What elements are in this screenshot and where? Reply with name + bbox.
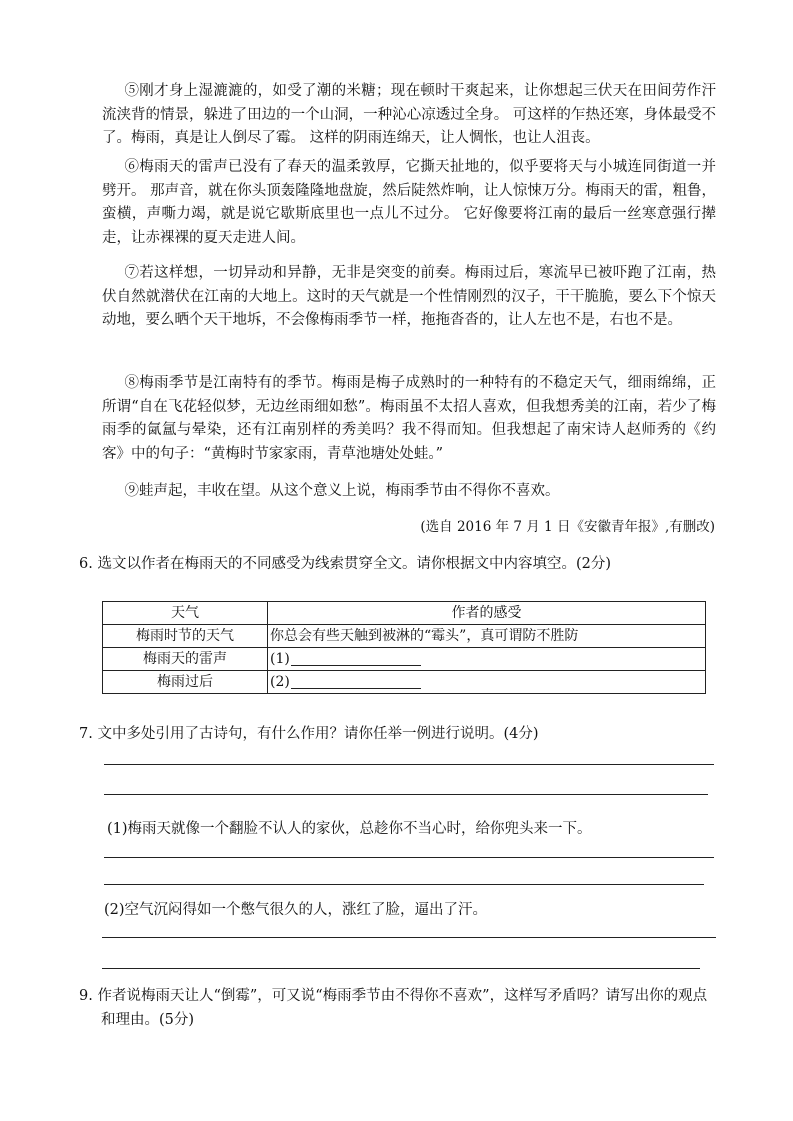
table-row [103, 671, 706, 694]
question-9: 9. 作者说梅雨天让人“倒霉”，可又说“梅雨季节由不得你不喜欢”，这样写矛盾吗？请写出你的观点和理由。(5分) [79, 988, 708, 1028]
sentence-2: (2)空气沉闷得如一个憋气很久的人，涨红了脸，逼出了汗。 [104, 902, 488, 918]
table-header-feeling: 作者的感受 [268, 602, 706, 625]
table-cell-feeling: 你总会有些天触到被淋的“霉头”，真可谓防不胜防 [268, 625, 706, 648]
answer-line[interactable] [104, 764, 714, 765]
table-cell-weather: 梅雨时节的天气 [103, 625, 268, 648]
answer-blank-1[interactable] [291, 650, 421, 666]
answer-line[interactable] [104, 884, 704, 885]
passage-paragraph-5: ⑤刚才身上湿漉漉的，如受了潮的米糖；现在顿时干爽起来，让你想起三伏天在田间劳作汗流浃背的情景，躲进了田边的一个山洞，一种沁心凉透过全身。 可这样的乍热还寒，身体最受不了。梅雨，真是让人倒尽了霉。 这样的阴雨连绵天，让人惆怅，也让人沮丧。 [102, 83, 716, 147]
table-row [103, 648, 706, 671]
table-row [103, 625, 706, 648]
answer-blank-2[interactable] [291, 673, 421, 689]
blank-label: (2) [270, 674, 290, 690]
passage-paragraph-9: ⑨蛙声起，丰收在望。从这个意义上说，梅雨季节由不得你不喜欢。 [124, 483, 560, 499]
sentence-1: (1)梅雨天就像一个翻脸不认人的家伙，总趁你不当心时，给你兜头来一下。 [107, 821, 592, 837]
passage-paragraph-7: ⑦若这样想，一切异动和异静，无非是突变的前奏。梅雨过后，寒流早已被吓跑了江南，热伏自然就潜伏在江南的大地上。这时的天气就是一个性情刚烈的汉子，干干脆脆，要么下个惊天动地，要么晒个天干地坼，不会像梅雨季节一样，拖拖沓沓的，让人左也不是，右也不是。 [102, 265, 716, 329]
table-cell-feeling[interactable] [268, 671, 706, 694]
table-header-weather: 天气 [103, 602, 268, 625]
answer-line[interactable] [102, 937, 716, 938]
blank-label: (1) [270, 651, 290, 667]
table-cell-weather: 梅雨天的雷声 [103, 648, 268, 671]
table-cell-feeling[interactable] [268, 648, 706, 671]
passage-source: (选自 2016 年 7 月 1 日《安徽青年报》,有删改) [420, 519, 715, 535]
answer-line[interactable] [104, 794, 708, 795]
passage-paragraph-6: ⑥梅雨天的雷声已没有了春天的温柔敦厚，它撕天扯地的，似乎要将天与小城连同街道一并劈开。 那声音，就在你头顶轰隆隆地盘旋，然后陡然炸响，让人惊悚万分。梅雨天的雷，粗鲁，蛮横，声嘶力竭，就是说它歇斯底里也一点儿不过分。 它好像要将江南的最后一丝寒意强行撵走，让赤裸裸的夏天走进人间。 [102, 159, 716, 246]
answer-line[interactable] [102, 968, 700, 969]
passage-paragraph-8: ⑧梅雨季节是江南特有的季节。梅雨是梅子成熟时的一种特有的不稳定天气，细雨绵绵，正所谓“自在飞花轻似梦，无边丝雨细如愁”。梅雨虽不太招人喜欢，但我想秀美的江南，若少了梅雨季的氤氲与晕染，还有江南别样的秀美吗？我不得而知。但我想起了南宋诗人赵师秀的《约客》中的句子：“黄梅时节家家雨，青草池塘处处蛙。” [102, 375, 716, 462]
question-6: 6. 选文以作者在梅雨天的不同感受为线索贯穿全文。请你根据文中内容填空。(2分) [79, 556, 611, 572]
fill-in-table [102, 601, 706, 694]
answer-line[interactable] [104, 857, 714, 858]
table-header-row [103, 602, 706, 625]
question-7: 7. 文中多处引用了古诗句，有什么作用？请你任举一例进行说明。(4分) [79, 726, 539, 742]
table-cell-weather: 梅雨过后 [103, 671, 268, 694]
